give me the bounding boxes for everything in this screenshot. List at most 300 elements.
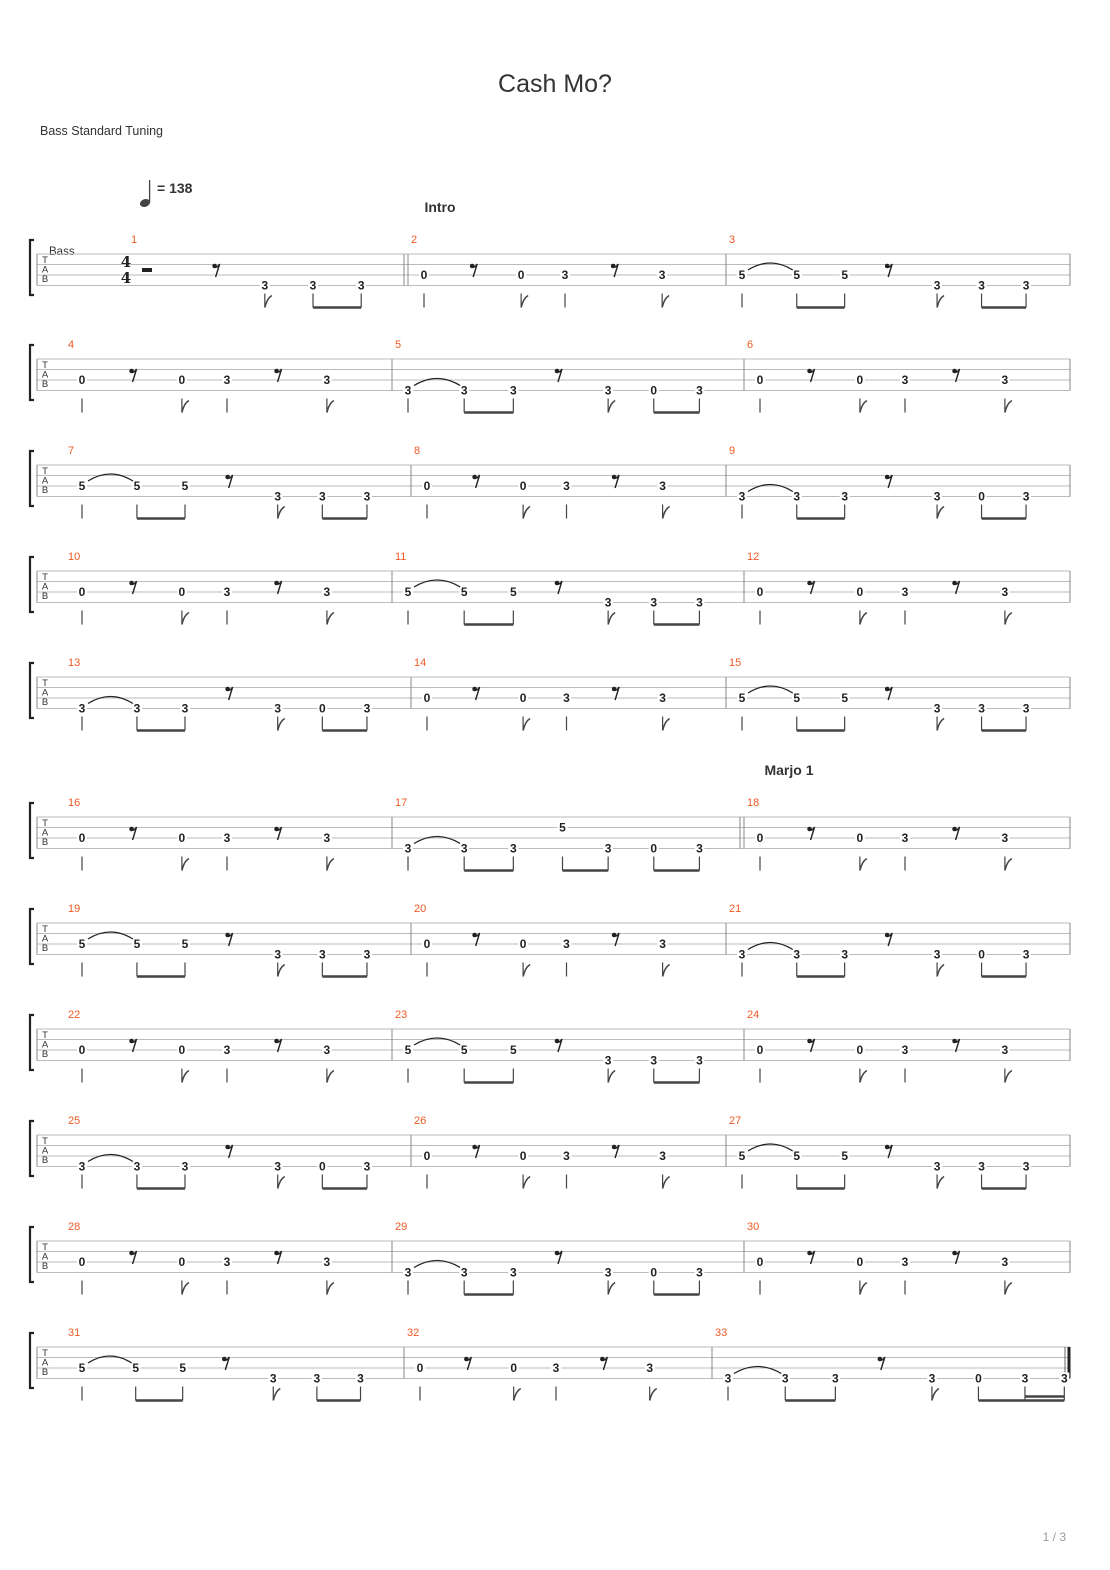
tempo-marking: = 138	[157, 180, 193, 196]
fret-number: 0	[519, 479, 527, 493]
fret-number: 3	[1022, 1159, 1030, 1174]
tab-clef-letter: T	[42, 1242, 48, 1253]
tab-clef-letter: B	[41, 1049, 49, 1060]
fret-number: 3	[1022, 947, 1030, 962]
fret-number: 3	[181, 701, 189, 716]
fret-number: 3	[274, 489, 282, 504]
eighth-flag	[278, 1177, 285, 1189]
eighth-flag	[608, 1283, 615, 1295]
fret-number: 5	[460, 1043, 468, 1057]
fret-number: 3	[563, 937, 570, 951]
fret-number: 3	[841, 489, 849, 504]
fret-number: 3	[563, 1149, 570, 1163]
fret-number: 5	[181, 937, 189, 951]
section-label: Marjo 1	[764, 762, 814, 778]
fret-number: 0	[756, 1255, 764, 1269]
fret-number: 0	[178, 1043, 186, 1057]
fret-number: 3	[604, 841, 612, 856]
fret-number: 5	[738, 1149, 746, 1163]
fret-number: 5	[181, 479, 189, 493]
fret-number: 3	[841, 947, 849, 962]
system-bracket	[30, 1227, 34, 1282]
fret-number: 3	[309, 278, 317, 293]
eighth-flag	[608, 1071, 615, 1083]
eighth-flag	[327, 1283, 334, 1295]
eighth-flag	[663, 965, 670, 977]
tab-clef-letter: T	[42, 1348, 48, 1359]
eighth-flag	[521, 296, 528, 308]
fret-number: 3	[1001, 1255, 1009, 1269]
fret-number: 3	[274, 947, 282, 962]
fret-number: 3	[223, 585, 231, 599]
fret-number: 3	[659, 1149, 666, 1163]
fret-number: 3	[724, 1371, 732, 1386]
measure-number: 6	[747, 339, 754, 351]
fret-number: 3	[552, 1361, 560, 1375]
eighth-flag	[523, 965, 530, 977]
measure-number: 12	[747, 551, 760, 563]
system-bracket	[30, 663, 34, 718]
system-bracket	[30, 909, 34, 964]
measure-number: 4	[68, 339, 75, 351]
eighth-flag	[663, 1177, 670, 1189]
fret-number: 0	[420, 268, 428, 282]
fret-number: 3	[509, 383, 517, 398]
system-bracket	[30, 803, 34, 858]
measure-number: 19	[68, 903, 81, 915]
fret-number: 3	[901, 1043, 909, 1057]
fret-number: 3	[901, 373, 909, 387]
tab-clef-letter: A	[41, 369, 49, 381]
fret-number: 5	[738, 691, 746, 705]
measure-number: 15	[729, 657, 742, 669]
tab-clef-letter: B	[41, 1261, 49, 1272]
tab-clef-letter: A	[41, 264, 49, 276]
fret-number: 0	[78, 831, 86, 845]
fret-number: 3	[793, 947, 801, 962]
fret-number: 3	[323, 373, 331, 387]
measure-number: 9	[729, 445, 736, 457]
fret-number: 3	[261, 278, 269, 293]
fret-number: 3	[650, 595, 658, 610]
tab-clef-letter: B	[41, 485, 49, 496]
tab-clef-letter: B	[41, 591, 49, 602]
fret-number: 0	[78, 585, 86, 599]
fret-number: 0	[423, 479, 431, 493]
tab-clef-letter: A	[41, 1251, 49, 1263]
fret-number: 3	[901, 1255, 909, 1269]
fret-number: 3	[604, 383, 612, 398]
fret-number: 5	[78, 479, 86, 493]
fret-number: 3	[509, 1265, 517, 1280]
tab-clef-letter: A	[41, 581, 49, 593]
fret-number: 3	[357, 278, 365, 293]
fret-number: 0	[756, 373, 764, 387]
eighth-flag	[1005, 401, 1012, 413]
eighth-flag	[273, 1389, 280, 1401]
fret-number: 5	[78, 1361, 86, 1375]
fret-number: 3	[1021, 1371, 1029, 1386]
tab-clef-letter: A	[41, 1039, 49, 1051]
fret-number: 3	[604, 1053, 612, 1068]
measure-number: 22	[68, 1009, 81, 1021]
fret-number: 5	[559, 820, 566, 835]
fret-number: 0	[650, 841, 658, 856]
eighth-flag	[514, 1389, 521, 1401]
fret-number: 3	[1001, 831, 1009, 845]
measure-number: 31	[68, 1327, 81, 1339]
eighth-flag	[937, 719, 944, 731]
fret-number: 3	[1022, 701, 1030, 716]
section-label: Intro	[424, 199, 456, 215]
eighth-flag	[1005, 613, 1012, 625]
fret-number: 5	[509, 585, 517, 599]
fret-number: 3	[978, 701, 985, 716]
tab-clef-letter: B	[41, 943, 49, 954]
tab-clef-letter: T	[42, 678, 48, 689]
tab-clef-letter: T	[42, 818, 48, 829]
fret-number: 3	[1001, 585, 1009, 599]
fret-number: 0	[519, 691, 527, 705]
fret-number: 3	[223, 1043, 231, 1057]
tab-clef-letter: A	[41, 1145, 49, 1157]
tuning-label: Bass Standard Tuning	[40, 124, 163, 138]
eighth-flag	[1005, 859, 1012, 871]
eighth-flag	[860, 401, 867, 413]
measure-number: 30	[747, 1221, 760, 1233]
measure-number: 21	[729, 903, 742, 915]
eighth-flag	[182, 613, 189, 625]
eighth-flag	[663, 507, 670, 519]
fret-number: 3	[323, 1255, 331, 1269]
fret-number: 3	[659, 691, 666, 705]
fret-number: 3	[363, 1159, 371, 1174]
tab-clef-letter: T	[42, 255, 48, 266]
fret-number: 3	[1001, 373, 1009, 387]
fret-number: 3	[659, 479, 666, 493]
fret-number: 3	[696, 383, 703, 398]
measure-number: 11	[395, 551, 407, 563]
fret-number: 3	[313, 1371, 321, 1386]
fret-number: 0	[178, 585, 186, 599]
fret-number: 5	[133, 937, 141, 951]
page-number: 1 / 3	[1042, 1530, 1066, 1544]
tab-clef-letter: T	[42, 924, 48, 935]
fret-number: 3	[781, 1371, 789, 1386]
eighth-flag	[523, 719, 530, 731]
measure-number: 1	[131, 234, 138, 246]
measure-number: 33	[715, 1327, 728, 1339]
fret-number: 3	[133, 701, 141, 716]
measure-number: 16	[68, 797, 81, 809]
fret-number: 0	[856, 373, 864, 387]
fret-number: 3	[323, 831, 331, 845]
fret-number: 5	[793, 691, 801, 705]
fret-number: 3	[933, 489, 941, 504]
song-title: Cash Mo?	[498, 70, 612, 98]
fret-number: 3	[460, 1265, 468, 1280]
eighth-flag	[1005, 1283, 1012, 1295]
fret-number: 3	[404, 841, 412, 856]
fret-number: 3	[78, 1159, 86, 1174]
fret-number: 3	[933, 1159, 941, 1174]
eighth-flag	[860, 1071, 867, 1083]
eighth-flag	[932, 1389, 939, 1401]
fret-number: 3	[78, 701, 86, 716]
fret-number: 3	[793, 489, 801, 504]
fret-number: 3	[563, 691, 570, 705]
eighth-flag	[327, 1071, 334, 1083]
fret-number: 5	[793, 268, 801, 282]
fret-number: 3	[933, 947, 941, 962]
fret-number: 3	[696, 595, 703, 610]
fret-number: 3	[357, 1371, 364, 1386]
system-bracket	[30, 1015, 34, 1070]
eighth-flag	[265, 296, 272, 308]
fret-number: 5	[738, 268, 746, 282]
fret-number: 5	[404, 1043, 412, 1057]
system-bracket	[30, 557, 34, 612]
eighth-flag	[523, 507, 530, 519]
tab-clef-letter: T	[42, 572, 48, 583]
fret-number: 0	[756, 831, 764, 845]
eighth-flag	[182, 859, 189, 871]
fret-number: 3	[223, 831, 231, 845]
fret-number: 0	[78, 1043, 86, 1057]
measure-number: 10	[68, 551, 81, 563]
measure-number: 24	[747, 1009, 760, 1021]
fret-number: 3	[323, 585, 331, 599]
fret-number: 3	[978, 1159, 985, 1174]
eighth-flag	[278, 507, 285, 519]
fret-number: 3	[696, 1053, 703, 1068]
eighth-flag	[860, 859, 867, 871]
fret-number: 3	[274, 1159, 282, 1174]
fret-number: 3	[901, 831, 909, 845]
fret-number: 5	[404, 585, 412, 599]
measure-number: 14	[414, 657, 427, 669]
fret-number: 3	[181, 1159, 189, 1174]
fret-number: 3	[460, 841, 468, 856]
eighth-flag	[937, 296, 944, 308]
time-signature-top: 4	[120, 253, 132, 271]
measure-number: 3	[729, 234, 736, 246]
fret-number: 3	[604, 595, 612, 610]
fret-number: 3	[274, 701, 282, 716]
tab-clef-letter: A	[41, 933, 49, 945]
eighth-flag	[327, 859, 334, 871]
fret-number: 3	[1022, 278, 1030, 293]
fret-number: 0	[423, 691, 431, 705]
fret-number: 0	[978, 947, 985, 962]
measure-number: 18	[747, 797, 760, 809]
eighth-flag	[937, 965, 944, 977]
eighth-flag	[662, 296, 669, 308]
fret-number: 0	[856, 1043, 864, 1057]
tab-clef-letter: A	[41, 475, 49, 487]
fret-number: 0	[510, 1361, 518, 1375]
eighth-flag	[278, 719, 285, 731]
tab-clef-letter: T	[42, 1030, 48, 1041]
fret-number: 5	[460, 585, 468, 599]
fret-number: 3	[269, 1371, 277, 1386]
fret-number: 3	[604, 1265, 612, 1280]
fret-number: 0	[856, 1255, 864, 1269]
fret-number: 3	[978, 278, 985, 293]
fret-number: 5	[133, 479, 141, 493]
fret-number: 0	[650, 1265, 658, 1280]
fret-number: 0	[650, 383, 658, 398]
fret-number: 5	[78, 937, 86, 951]
fret-number: 0	[856, 831, 864, 845]
fret-number: 0	[318, 701, 326, 716]
measure-number: 8	[414, 445, 421, 457]
eighth-flag	[663, 719, 670, 731]
fret-number: 0	[517, 268, 525, 282]
fret-number: 3	[318, 489, 326, 504]
fret-number: 5	[132, 1361, 140, 1375]
tab-clef-letter: B	[41, 379, 49, 390]
fret-number: 0	[756, 585, 764, 599]
fret-number: 5	[841, 691, 849, 705]
fret-number: 3	[650, 1053, 658, 1068]
system-bracket	[30, 1333, 34, 1388]
fret-number: 0	[423, 1149, 431, 1163]
fret-number: 0	[756, 1043, 764, 1057]
fret-number: 3	[404, 383, 412, 398]
tab-clef-letter: T	[42, 1136, 48, 1147]
eighth-flag	[608, 613, 615, 625]
fret-number: 3	[563, 479, 570, 493]
eighth-flag	[937, 507, 944, 519]
measure-number: 26	[414, 1115, 427, 1127]
fret-number: 3	[460, 383, 468, 398]
fret-number: 3	[223, 1255, 231, 1269]
fret-number: 3	[363, 489, 371, 504]
fret-number: 3	[223, 373, 231, 387]
eighth-flag	[1005, 1071, 1012, 1083]
fret-number: 3	[133, 1159, 141, 1174]
tab-clef-letter: B	[41, 274, 49, 285]
fret-number: 0	[978, 489, 985, 504]
fret-number: 3	[318, 947, 326, 962]
fret-number: 0	[975, 1371, 982, 1386]
fret-number: 3	[928, 1371, 936, 1386]
fret-number: 3	[646, 1361, 654, 1375]
fret-number: 3	[323, 1043, 331, 1057]
fret-number: 5	[841, 268, 849, 282]
fret-number: 0	[519, 1149, 527, 1163]
system-bracket	[30, 451, 34, 506]
measure-number: 20	[414, 903, 427, 915]
fret-number: 3	[659, 937, 666, 951]
fret-number: 3	[1001, 1043, 1009, 1057]
fret-number: 3	[363, 701, 371, 716]
tab-clef-letter: B	[41, 1155, 49, 1166]
measure-number: 32	[407, 1327, 420, 1339]
fret-number: 3	[738, 489, 746, 504]
fret-number: 5	[793, 1149, 801, 1163]
system-bracket	[30, 240, 34, 295]
tab-clef-letter: A	[41, 827, 49, 839]
fret-number: 3	[1060, 1371, 1068, 1386]
fret-number: 3	[404, 1265, 412, 1280]
tab-clef-letter: T	[42, 360, 48, 371]
eighth-flag	[327, 613, 334, 625]
fret-number: 5	[841, 1149, 849, 1163]
fret-number: 3	[901, 585, 909, 599]
fret-number: 0	[318, 1159, 326, 1174]
fret-number: 3	[933, 278, 941, 293]
tab-clef-letter: A	[41, 687, 49, 699]
fret-number: 3	[738, 947, 746, 962]
measure-number: 27	[729, 1115, 742, 1127]
system-bracket	[30, 345, 34, 400]
fret-number: 3	[363, 947, 371, 962]
eighth-flag	[523, 1177, 530, 1189]
tab-clef-letter: B	[41, 1367, 49, 1378]
measure-number: 29	[395, 1221, 408, 1233]
fret-number: 0	[78, 1255, 86, 1269]
eighth-flag	[182, 1071, 189, 1083]
tab-clef-letter: B	[41, 837, 49, 848]
eighth-flag	[650, 1389, 657, 1401]
half-rest-icon	[142, 268, 152, 272]
fret-number: 0	[416, 1361, 424, 1375]
fret-number: 3	[933, 701, 941, 716]
eighth-flag	[182, 401, 189, 413]
eighth-flag	[937, 1177, 944, 1189]
measure-number: 2	[411, 234, 418, 246]
measure-number: 25	[68, 1115, 81, 1127]
fret-number: 0	[178, 373, 186, 387]
fret-number: 0	[519, 937, 527, 951]
measure-number: 23	[395, 1009, 408, 1021]
fret-number: 0	[78, 373, 86, 387]
eighth-flag	[182, 1283, 189, 1295]
measure-number: 17	[395, 797, 408, 809]
eighth-flag	[860, 1283, 867, 1295]
time-signature-bottom: 4	[120, 269, 132, 287]
fret-number: 3	[658, 268, 666, 282]
fret-number: 3	[509, 841, 517, 856]
fret-number: 5	[509, 1043, 517, 1057]
fret-number: 3	[696, 841, 703, 856]
fret-number: 3	[831, 1371, 839, 1386]
fret-number: 0	[178, 1255, 186, 1269]
measure-number: 28	[68, 1221, 81, 1233]
system-bracket	[30, 1121, 34, 1176]
instrument-name: Bass	[49, 246, 75, 258]
tab-clef-letter: A	[41, 1357, 49, 1369]
eighth-flag	[860, 613, 867, 625]
eighth-flag	[327, 401, 334, 413]
eighth-flag	[608, 401, 615, 413]
fret-number: 0	[178, 831, 186, 845]
measure-number: 13	[68, 657, 81, 669]
fret-number: 0	[856, 585, 864, 599]
fret-number: 5	[179, 1361, 187, 1375]
fret-number: 0	[423, 937, 431, 951]
fret-number: 3	[561, 268, 569, 282]
tab-clef-letter: B	[41, 697, 49, 708]
eighth-flag	[278, 965, 285, 977]
fret-number: 3	[1022, 489, 1030, 504]
tab-clef-letter: T	[42, 466, 48, 477]
measure-number: 5	[395, 339, 402, 351]
measure-number: 7	[68, 445, 75, 457]
fret-number: 3	[696, 1265, 703, 1280]
